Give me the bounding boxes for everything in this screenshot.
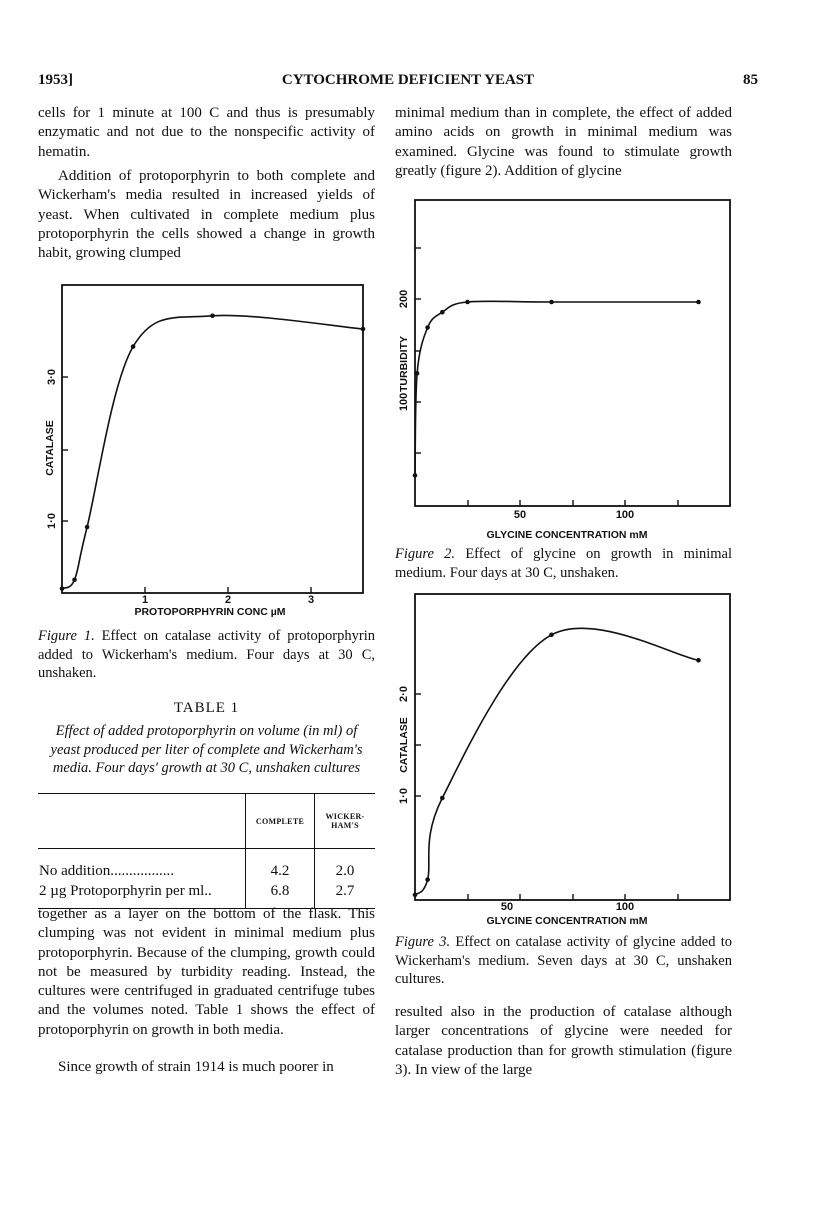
figure-3-x-tick-50: 50 xyxy=(500,901,514,913)
table-1-description: Effect of added protoporphyrin on volume (in ml) of yeast produced per liter of complete and Wickerham's media. Four days' growth at 30 C, unshaken cultures xyxy=(50,723,363,776)
figure-2-caption-label: Figure 2. xyxy=(395,546,456,562)
table-1-row-1-label: No addition xyxy=(39,863,111,879)
figure-3-caption-label: Figure 3. xyxy=(395,934,451,950)
figure-3-y-tick-1: 1·0 xyxy=(397,788,410,804)
figure-2-y-label: TURBIDITY xyxy=(397,336,410,392)
figure2-data-point-7 xyxy=(696,300,701,305)
table-1-col-complete: COMPLETE xyxy=(246,794,315,849)
table-row: 2 µg Protoporphyrin per ml.. 6.8 2.7 xyxy=(38,882,375,909)
figure-2-caption xyxy=(395,545,732,582)
left-paragraph-1: cells for 1 minute at 100 C and thus is presumably enzymatic and not due to the nonspecific activity of hematin. xyxy=(38,105,375,160)
table-1-row-2-wickerham: 2.7 xyxy=(335,883,355,899)
figure3-data-point-2 xyxy=(425,877,430,882)
table-1-row-2-label: 2 µg Protoporphyrin per ml xyxy=(39,883,205,899)
figure-3-curve xyxy=(415,628,699,895)
figure2-data-point-4 xyxy=(440,310,445,315)
table-1-row-2-complete: 6.8 xyxy=(246,882,315,909)
figure1-data-point-6 xyxy=(361,327,366,332)
running-title: CYTOCHROME DEFICIENT YEAST xyxy=(281,72,535,88)
figure-1-x-tick-1: 1 xyxy=(141,594,149,606)
figure-2-caption-text: Effect of glycine on growth in minimal medium. Four days at 30 C, unshaken. xyxy=(395,546,732,581)
figure-3-x-tick-100: 100 xyxy=(615,901,635,913)
figure2-data-point-1 xyxy=(413,473,418,478)
right-paragraph-1: minimal medium than in complete, the effect of added amino acids on growth in minimal medium was examined. Glycine was found to stimulate growth greatly (figure 2). Addition of glycine xyxy=(395,105,732,179)
figure1-data-point-5 xyxy=(210,314,215,319)
table-1-row-1-wickerham: 2.0 xyxy=(335,863,355,879)
left-paragraph-3: together as a layer on the bottom of the flask. This clumping was not evident in minimal medium plus protoporphyrin. Because of the clumping, growth could not be measured by turbidity reading. Instead, the cultures were centrifuged in graduated centrifuge tubes and the volumes noted. Table 1 shows the effect of protoporphyrin on growth in both media. xyxy=(38,906,375,1038)
figure1-data-point-4 xyxy=(131,344,136,349)
figure-1-caption-label: Figure 1. xyxy=(38,628,95,644)
figure1-data-point-1 xyxy=(60,586,65,591)
figure-3-caption xyxy=(395,933,732,989)
figure-2-y-tick-100: 100 xyxy=(397,392,410,412)
figure-1-chart xyxy=(38,280,378,620)
figure-1-y-label: CATALASE xyxy=(43,420,56,476)
figure2-data-point-5 xyxy=(465,300,470,305)
figure-1-curve xyxy=(62,315,363,588)
figure-1-frame xyxy=(62,285,363,593)
figure-1-x-tick-2: 2 xyxy=(224,594,232,606)
table-1-col-wickerham: WICKER-HAM'S xyxy=(325,812,365,830)
figure-2-curve xyxy=(415,301,699,475)
figure-1-y-tick-1: 1·0 xyxy=(45,513,58,529)
figure-2-frame xyxy=(415,200,730,506)
table-1-title: TABLE 1 xyxy=(173,700,240,716)
figure3-data-point-5 xyxy=(696,658,701,663)
figure2-data-point-6 xyxy=(549,300,554,305)
figure-3-x-label: GLYCINE CONCENTRATION mM xyxy=(486,915,648,927)
figure-2-chart xyxy=(395,196,735,544)
table-row: No addition................. 4.2 2.0 xyxy=(38,861,375,882)
right-paragraph-2: resulted also in the production of catalase although larger concentrations of glycine were needed for catalase production than for growth stimulation (figure 3). In view of the large xyxy=(395,1004,732,1078)
figure-3-y-label: CATALASE xyxy=(397,717,410,773)
figure-2-x-label: GLYCINE CONCENTRATION mM xyxy=(486,529,648,541)
figure-2-x-tick-50: 50 xyxy=(513,509,527,521)
table-1 xyxy=(38,793,375,909)
figure-3-caption-text: Effect on catalase activity of glycine added to Wickerham's medium. Seven days at 30 C, unshaken cultures. xyxy=(395,934,732,987)
figure-3-frame xyxy=(415,594,730,900)
figure-1-caption-text: Effect on catalase activity of protoporphyrin added to Wickerham's medium. Four days at 30 C, unshaken. xyxy=(38,628,375,681)
figure1-data-point-2 xyxy=(72,578,77,583)
figure-3-y-tick-2: 2·0 xyxy=(397,686,410,702)
figure-1-y-tick-3: 3·0 xyxy=(45,369,58,385)
page-number: 85 xyxy=(743,72,758,88)
header-year: 1953] xyxy=(38,72,73,88)
table-1-row-1-complete: 4.2 xyxy=(246,861,315,882)
figure2-data-point-2 xyxy=(415,371,420,376)
figure-2-x-tick-100: 100 xyxy=(615,509,635,521)
figure1-data-point-3 xyxy=(85,525,90,530)
figure-1-x-tick-3: 3 xyxy=(307,594,315,606)
figure-1-x-label: PROTOPORPHYRIN CONC µM xyxy=(134,606,286,618)
figure2-data-point-3 xyxy=(425,325,430,330)
figure-1-caption xyxy=(38,627,375,683)
figure-3-chart xyxy=(395,590,735,930)
figure-2-y-tick-200: 200 xyxy=(397,289,410,309)
figure3-data-point-3 xyxy=(440,796,445,801)
left-paragraph-2: Addition of protoporphyrin to both complete and Wickerham's media resulted in increased yields of yeast. When cultivated in complete medium plus protoporphyrin the cells showed a change in growth habit, growing clumped xyxy=(38,168,375,262)
left-paragraph-4: Since growth of strain 1914 is much poorer in xyxy=(58,1059,334,1075)
figure3-data-point-4 xyxy=(549,633,554,638)
figure3-data-point-1 xyxy=(413,893,418,898)
